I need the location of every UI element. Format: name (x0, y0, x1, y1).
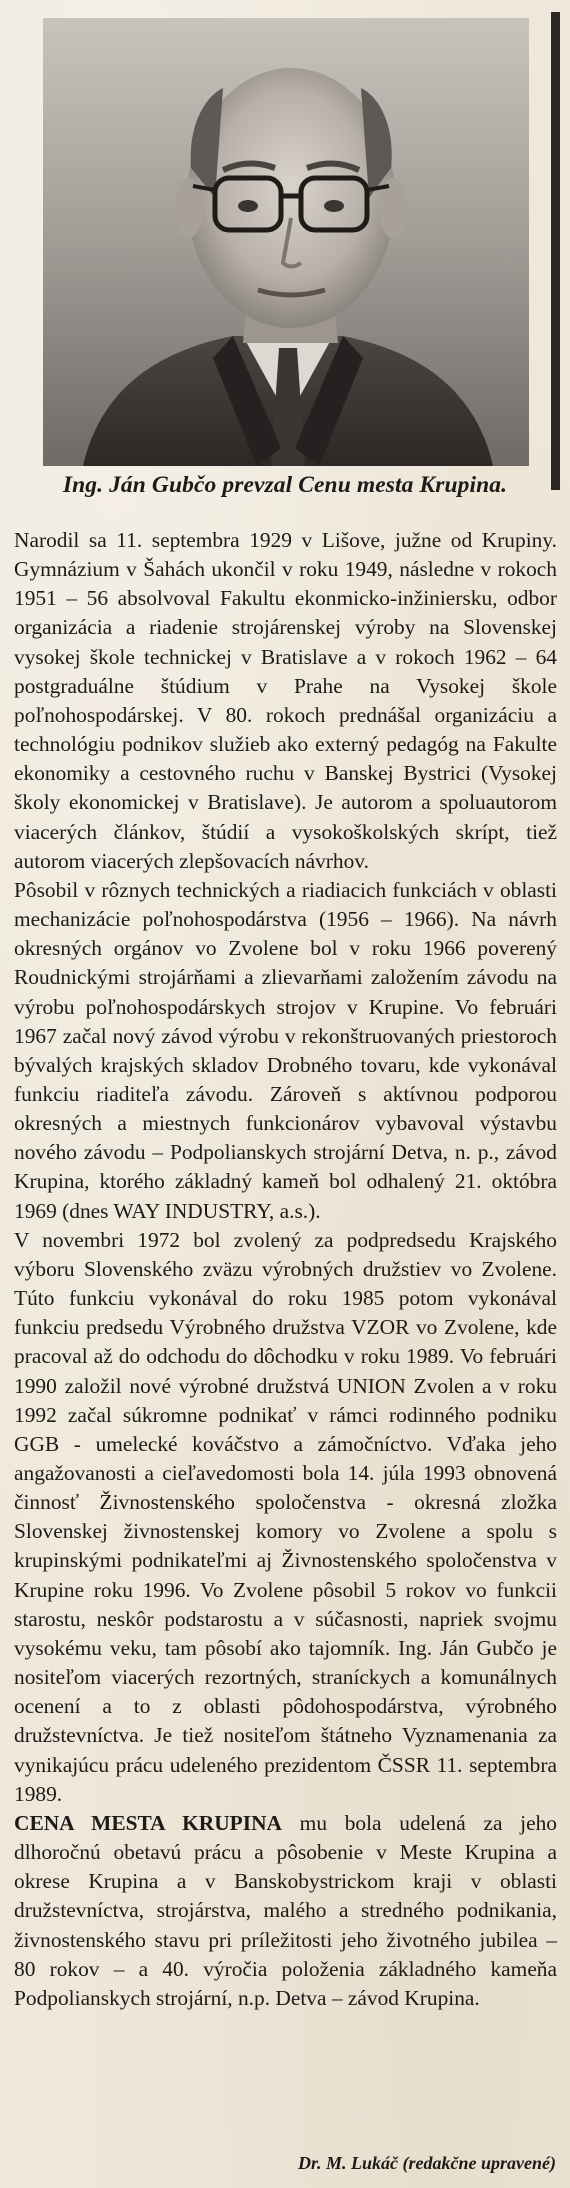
article-paragraph: V novembri 1972 bol zvolený za podpredsedu Krajského výboru Slovenského zväzu výrobných družstiev vo Zvolene. Túto funkciu vykonával do roku 1985 potom vykonával funkciu predsedu Výrobného družstva VZOR vo Zvolene, kde pracoval až do odchodu do dôchodku v roku 1989. Vo februári 1990 založil nové výrobné družstvá UNION Zvolen a v roku 1992 začal súkromne podnikať v rámci rodinného podniku GGB - umelecké kováčstvo a zámočníctvo. Vďaka jeho angažovanosti a cieľavedomosti bola 14. júla 1993 obnovená činnosť Živnostenského spoločenstva - okresná zložka Slovenskej živnostenskej komory vo Zvolene a spolu s krupinskými podnikateľmi aj Živnostenského spoločenstva v Krupine roku 1996. Vo Zvolene pôsobil 5 rokov vo funkcii starostu, neskôr podstarostu a v súčasnosti, napriek svojmu vysokému veku, tam pôsobí ako tajomník. Ing. Ján Gubčo je nositeľom viacerých rezortných, straníckych a komunálnych ocenení a to z oblasti pôdohospodárstva, výrobného družstevníctva. Je tiež nositeľom štátneho Vyznamenania za vynikajúcu prácu udeleného prezidentom ČSSR 11. septembra 1989. (14, 1227, 557, 1806)
portrait-photo (43, 18, 529, 466)
author-signature: Dr. M. Lukáč (redakčne upravené) (298, 2153, 556, 2173)
article-paragraph: Pôsobil v rôznych technických a riadiacich funkciách v oblasti mechanizácie poľnohospodárstva (1956 – 1966). Na návrh okresných orgánov vo Zvolene bol v roku 1966 poverený Roudnickými strojárňami a zlievarňami založením závodu na výrobu poľnohospodárskych strojov v Krupine. Vo februári 1967 začal nový závod výrobu v rekonštruovaných priestoroch bývalých krajských skladov Drobného tovaru, kde vykonával funkciu riaditeľa závodu. Zároveň s aktívnou podporou okresných a miestnych funkcionárov vybavoval výstavbu nového závodu – Podpolianskych strojární Detva, n. p., závod Krupina, ktorého základný kameň bol odhalený 21. októbra 1969 (dnes WAY INDUSTRY, a.s.). (14, 877, 557, 1223)
article-body (14, 526, 557, 2013)
photo-caption: Ing. Ján Gubčo prevzal Cenu mesta Krupina. (62, 472, 508, 498)
award-text: mu bola udelená za jeho dlhoročnú obetavú prácu a pôsobenie v Meste Krupina a okrese Krupina a v Banskobystrickom kraji v oblasti družstevníctva, strojárstva, malého a stredného podnikania, živnostenského stavu pri príležitosti jeho životného jubilea – 80 rokov – a 40. výročia položenia základného kameňa Podpolianskych strojární, n.p. Detva – závod Krupina. (14, 1810, 557, 2010)
column-rule (551, 12, 560, 490)
article-paragraph (14, 1809, 557, 2013)
portrait-photo-icon (43, 18, 529, 466)
award-title: CENA MESTA KRUPINA (14, 1810, 282, 1835)
article-paragraph: Narodil sa 11. septembra 1929 v Lišove, južne od Krupiny. Gymnázium v Šahách ukončil v roku 1949, následne v rokoch 1951 – 56 absolvoval Fakultu ekonmicko-inžiniersku, odbor organizácia a riadenie strojárenskej výroby na Slovenskej vysokej škole technickej v Bratislave a v rokoch 1962 – 64 postgraduálne štúdium v Prahe na Vysokej škole poľnohospodárskej. V 80. rokoch prednášal organizáciu a technológiu podnikov služieb ako externý pedagóg na Fakulte ekonomiky a cestovného ruchu v Banskej Bystrici (Vysokej školy ekonomickej v Bratislave). Je autorom a spoluautorom viacerých článkov, štúdií a vysokoškolských skrípt, tiež autorom viacerých zlepšovacích návrhov. (14, 528, 557, 873)
